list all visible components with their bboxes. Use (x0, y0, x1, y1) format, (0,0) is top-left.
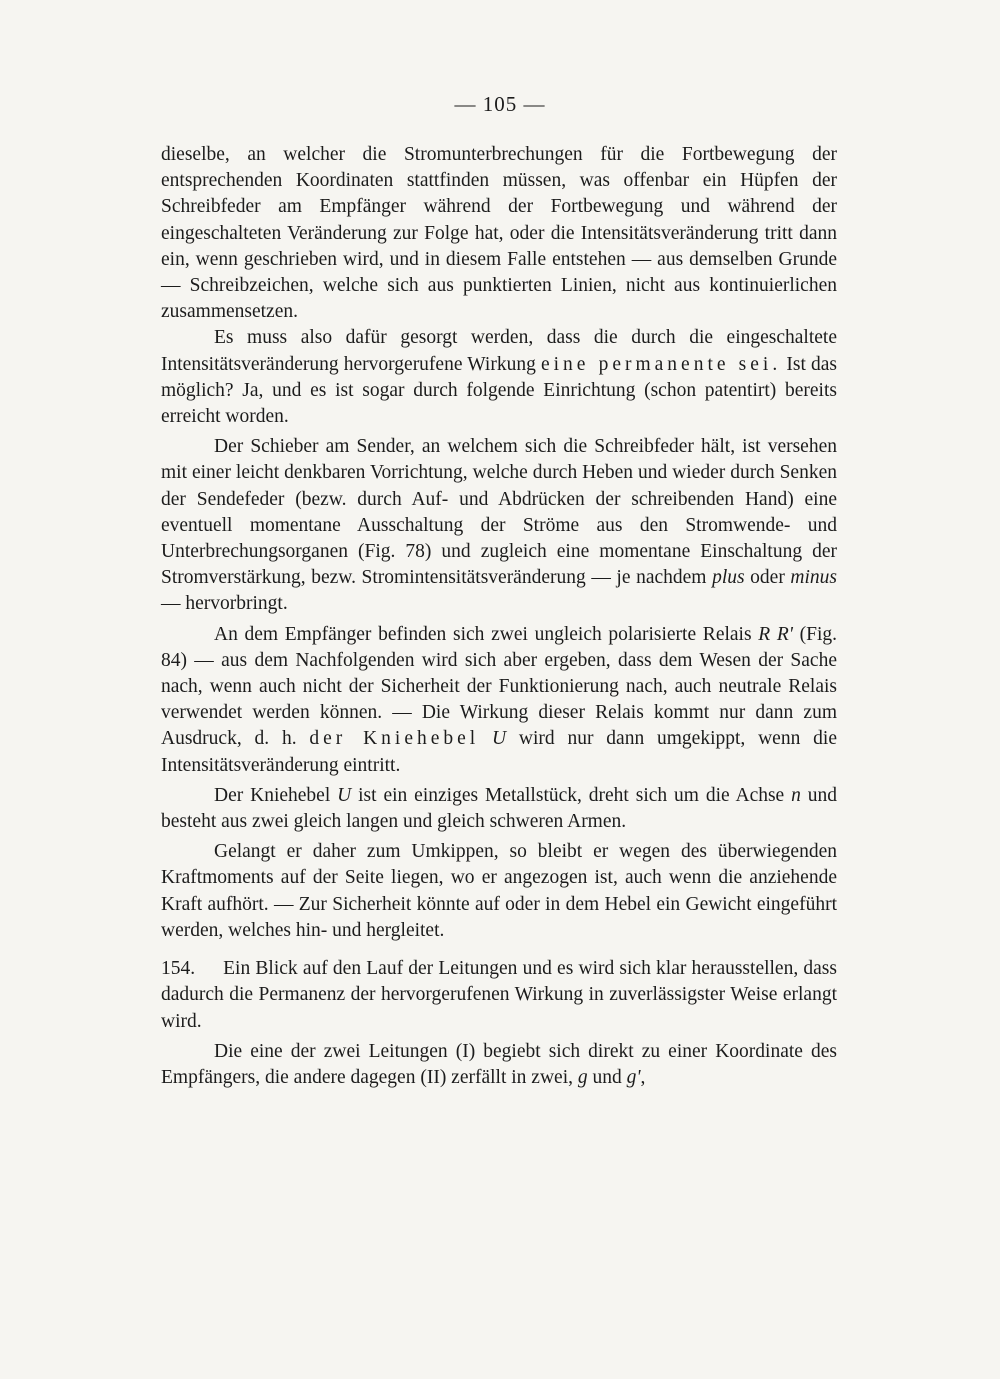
text-segment: wird nur dann umgekippt, wenn die Intensitätsveränderung eintritt. (161, 728, 837, 776)
paragraph-1 (161, 142, 837, 325)
page-number: — 105 — (454, 92, 546, 116)
spaced-emphasis: eine permanente sei. (540, 353, 782, 375)
text-segment: und besteht aus zwei gleich langen und gleich schweren Armen. (161, 784, 837, 833)
body-text (161, 142, 837, 1091)
paragraph-7 (161, 956, 837, 1035)
text-segment: Der Kniehebel (214, 784, 338, 806)
text-segment: — hervorbringt. (161, 593, 288, 615)
text-segment: Die eine der zwei Leitungen (I) begiebt sich direkt zu einer Koordinate des Empfängers, die andere dagegen (II) zerfällt in zwei, (161, 1040, 837, 1088)
italic-term: n (791, 784, 801, 806)
text-segment: dieselbe, an welcher die Stromunterbrechungen für die Fortbewegung der entsprechenden Koordinaten stattfinden müssen, was offenbar ein Hüpfen der Schreibfeder am Empfänger während der Fortbewegung und während der eingeschalteten Veränderung zur Folge hat, oder die Intensitätsveränderung tritt dann ein, wenn geschrieben wird, und in diesem Falle entstehen — aus demselben Grunde — Schreibzeichen, welche sich aus punktierten Linien, nicht aus kontinuierlichen zusammensetzen. (161, 144, 837, 323)
paragraph-2 (161, 325, 837, 430)
italic-term: U (492, 728, 507, 750)
paragraph-3 (161, 434, 837, 617)
italic-term: g' (626, 1066, 641, 1088)
italic-term: U (337, 784, 352, 806)
text-segment: Gelangt er daher zum Umkippen, so bleibt er wegen des überwiegenden Kraftmoments auf der Seite liegen, wo er angezogen ist, auch wenn die anziehende Kraft aufhört. — Zur Sicherheit könnte auf oder in dem Hebel ein Gewicht eingeführt werden, welches hin- und hergleitet. (161, 841, 837, 941)
text-segment: Der Schieber am Sender, an welchem sich die Schreibfeder hält, ist versehen mit einer leicht denkbaren Vorrichtung, welche durch Heben und wieder durch Senken der Sendefeder (bezw. durch Auf- und Abdrücken der schreibenden Hand) eine eventuell momentane Ausschaltung der Ströme aus den Stromwende- und Unterbrechungsorganen (Fig. 78) und zugleich eine momentane Einschaltung der Stromverstärkung, bezw. Stromintensitätsveränderung — je nachdem (161, 436, 837, 589)
section-number: 154. (161, 958, 196, 980)
text-segment: oder (744, 567, 791, 589)
paragraph-6 (161, 839, 837, 944)
italic-term: plus (712, 567, 745, 589)
text-segment: ist ein einziges Metallstück, dreht sich um die Achse (351, 784, 792, 806)
paragraph-4 (161, 622, 837, 779)
paragraph-5 (161, 783, 837, 835)
italic-term: R R' (758, 623, 793, 645)
spaced-emphasis: der Kniehebel (309, 728, 480, 750)
text-segment (479, 728, 492, 749)
text-segment: , (640, 1066, 646, 1088)
text-segment: Ein Blick auf den Lauf der Leitungen und es wird sich klar herausstellen, dass dadurch die Permanenz der hervorgerufenen Wirkung in zuverlässigster Weise erlangt wird. (161, 958, 837, 1032)
text-segment: Es muss also dafür gesorgt werden, dass die durch die eingeschaltete Intensitätsveränderung hervorgerufene Wirkung (161, 327, 837, 375)
text-segment: An dem Empfänger befinden sich zwei ungleich polarisierte Relais (214, 623, 759, 645)
italic-term: g (577, 1066, 588, 1088)
paragraph-8 (161, 1039, 837, 1091)
text-segment: Ist das möglich? Ja, und es ist sogar durch folgende Einrichtung (schon patentirt) bereits erreicht worden. (161, 353, 837, 428)
text-segment: und (587, 1066, 627, 1088)
italic-term: minus (790, 567, 838, 589)
text-segment: (Fig. 84) — aus dem Nachfolgenden wird sich aber ergeben, dass dem Wesen der Sache nach, wenn auch nicht der Sicherheit der Funktionierung nach, auch neutrale Relais verwendet werden können. — Die Wirkung dieser Relais kommt nur dann zum Ausdruck, d. h. (161, 623, 837, 750)
